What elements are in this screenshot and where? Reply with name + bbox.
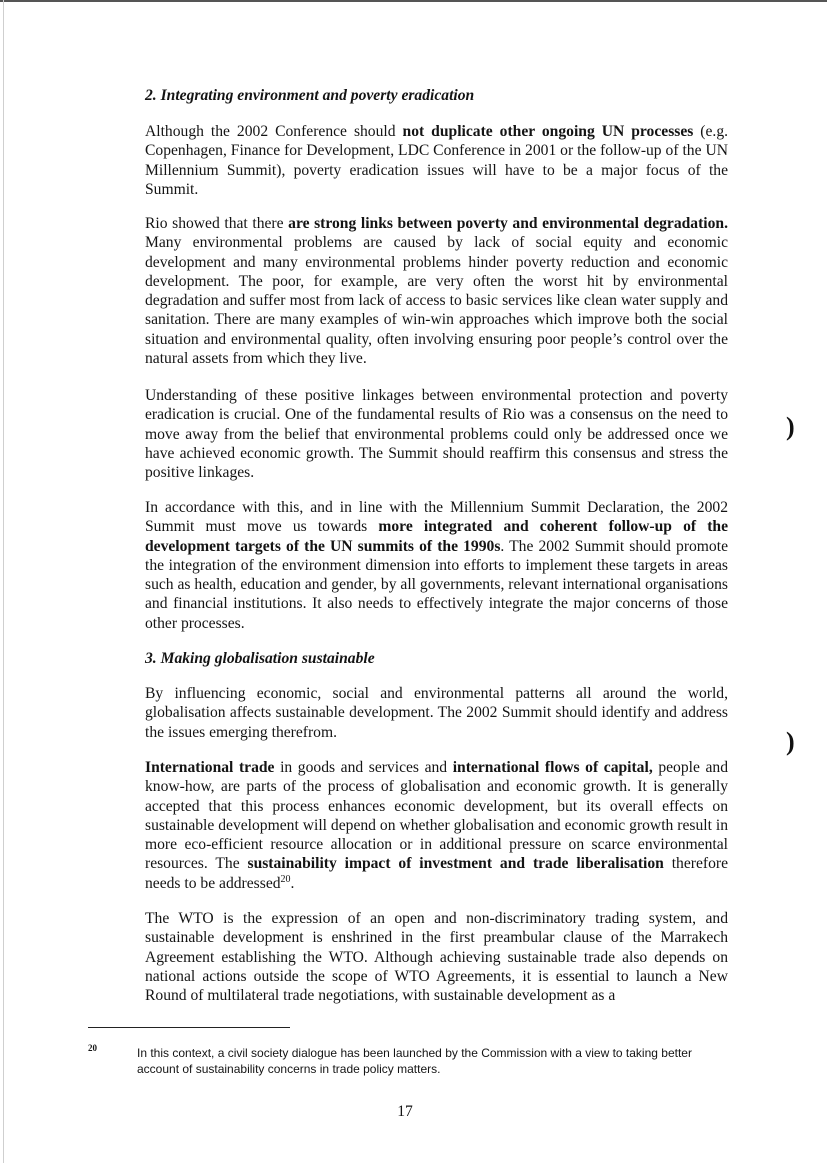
text-run: . [290, 874, 295, 892]
section-3-paragraph-2 [145, 758, 728, 893]
bold-text: are strong links between poverty and environmental degradation. [288, 215, 728, 232]
text-run: in goods and services and [274, 759, 453, 776]
top-border [0, 0, 827, 2]
section-2-paragraph-4 [145, 498, 728, 633]
bold-text: sustainability impact of investment and trade liberalisation [247, 855, 664, 873]
text-run: By influencing economic, social and environmental patterns all around the world, globalisation affects sustainable development. The 2002 Summit should identify and address the issues emerging therefrom. [145, 685, 728, 741]
section-2-heading: 2. Integrating environment and poverty eradication [145, 87, 475, 104]
text-run: Rio showed that there [145, 215, 289, 232]
text-run: therefore needs to be addressed [145, 855, 728, 892]
margin-mark-2: ) [786, 727, 795, 756]
text-run: In accordance with this, and in line with the Millennium Summit Declaration, the 2002 Summit must move us towards [145, 499, 728, 536]
section-2-paragraph-3 [145, 386, 728, 482]
left-border [3, 0, 4, 1163]
text-run: . The 2002 Summit should promote the integration of the environment dimension into efforts to implement these targets in areas such as health, education and gender, by all governments, relevant international organisations and financial institutions. It also needs to effectively integrate the major concerns of those other processes. [145, 537, 728, 632]
text-run: people and know-how, are parts of the process of globalisation and economic growth. It is generally accepted that this process enhances economic development, but its overall effects on sustainable development will depend on whether globalisation and economic growth result in more eco-efficient resource allocation or in additional pressure on scarce environmental resources. The [145, 759, 728, 873]
footnote-text: In this context, a civil society dialogue has been launched by the Commission with a view to taking better account of sustainability concerns in trade policy matters. [137, 1046, 692, 1076]
text-run: The WTO is the expression of an open and non-discriminatory trading system, and sustainable development is enshrined in the first preambular clause of the Marrakech Agreement establishing the WTO. Although achieving sustainable trade also depends on national actions outside the scope of WTO Agreements, it is essential to launch a New Round of multilateral trade negotiations, with sustainable development as a [145, 910, 728, 1005]
bold-text: international flows of capital, [452, 759, 653, 776]
margin-mark-1: ) [786, 412, 795, 441]
footnote-separator [88, 1027, 290, 1028]
text-run: Although the 2002 Conference should [145, 123, 403, 140]
section-3-heading: 3. Making globalisation sustainable [145, 650, 375, 667]
bold-text: International trade [145, 759, 275, 776]
section-3-paragraph-3 [145, 909, 728, 1005]
footnote-reference: 20 [280, 873, 291, 885]
section-2-paragraph-1 [145, 122, 728, 199]
page-number: 17 [397, 1103, 413, 1120]
footnote-number: 20 [88, 1043, 97, 1053]
section-2-paragraph-2 [145, 214, 728, 368]
bold-text: more integrated and coherent follow-up of the development targets of the UN summits of the 1990s [145, 518, 728, 555]
text-run: (e.g. Copenhagen, Finance for Development, LDC Conference in 2001 or the follow-up of the UN Millennium Summit), poverty eradication issues will have to be a major focus of the Summit. [145, 123, 729, 198]
text-run: Many environmental problems are caused by lack of social equity and economic development and many environmental problems hinder poverty reduction and economic development. The poor, for example, are very often the worst hit by environmental degradation and suffer most from lack of access to basic services like clean water supply and sanitation. There are many examples of win-win approaches which improve both the social situation and environmental quality, often involving ensuring poor people’s control over the natural assets from which they live. [145, 234, 728, 368]
bold-text: not duplicate other ongoing UN processes [402, 123, 694, 140]
text-run: Understanding of these positive linkages between environmental protection and poverty eradication is crucial. One of the fundamental results of Rio was a consensus on the need to move away from the belief that environmental problems could only be addressed once we have achieved economic growth. The Summit should reaffirm this consensus and stress the positive linkages. [145, 387, 728, 482]
section-3-paragraph-1 [145, 684, 728, 742]
